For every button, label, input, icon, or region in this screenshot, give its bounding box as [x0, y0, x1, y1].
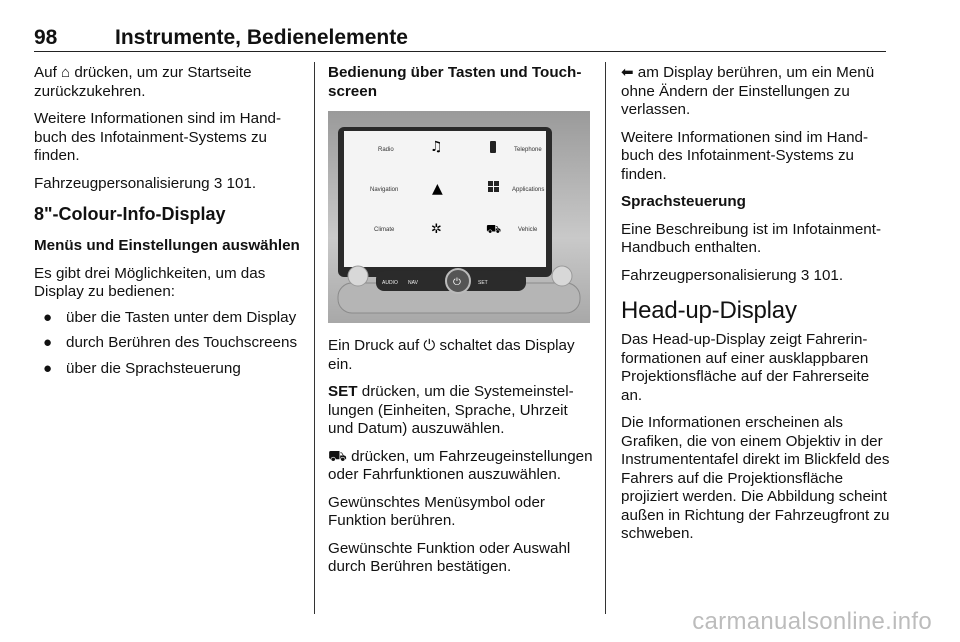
power-icon: ⏻ [423, 337, 436, 354]
controls-subheading: Bedienung über Tasten und Touchscreen [328, 64, 582, 100]
power-icon: ⏻ [453, 277, 461, 288]
menus-subheading: Menüs und Einstellungen auswählen [34, 237, 300, 254]
home-button[interactable] [348, 266, 368, 286]
screen-item-vehicle[interactable]: Vehicle [518, 227, 538, 233]
page-number: 98 [34, 26, 58, 49]
info-paragraph: Weitere Informationen sind im Handbuch des Infotainment-Systems zu finden. [34, 110, 282, 164]
screen-item-navigation[interactable]: Navigation [370, 187, 399, 193]
back-paragraph: ⬅ am Display berühren, um ein Menü ohne Ändern der Einstellungen zu verlassen. [621, 64, 875, 118]
bullet-icon: ● [43, 359, 53, 377]
confirm-paragraph: Gewünschte Funktion oder Auswahl durch Berühren bestätigen. [328, 539, 571, 575]
bullet-icon: ● [43, 308, 53, 326]
voice-paragraph: Eine Beschreibung ist im Infotainment-Handbuch enthalten. [621, 220, 882, 256]
back-arrow-icon: ⬅ [621, 64, 634, 81]
personalisation-ref: Fahrzeugpersonalisierung 3 101. [621, 266, 844, 284]
info-paragraph: Weitere Informationen sind im Handbuch des Infotainment-Systems zu finden. [621, 128, 869, 183]
list-item: ● über die Sprachsteuerung [43, 359, 241, 377]
options-list [34, 309, 300, 379]
apps-icon [488, 181, 493, 186]
infotainment-display-photo [328, 111, 590, 323]
back-button[interactable] [552, 266, 572, 286]
climate-icon: ✲ [431, 222, 442, 237]
nav-button[interactable]: NAV [408, 280, 418, 286]
hud-paragraph-2: Die Informationen erscheinen als Grafiken, die von einem Objektiv in der Instrumententafel direkt im Blickfeld des Fahrers auf die Projektionsfläche projiziert werden. Die Abbildung scheint außen in Richtung der Fahrzeugfront zu schweben. [621, 414, 890, 542]
hud-heading: Head-up-Display [621, 297, 797, 324]
power-paragraph: Ein Druck auf ⏻ schaltet das Display ein. [328, 337, 575, 373]
bullet-icon: ● [43, 334, 53, 351]
set-button[interactable]: SET [478, 280, 488, 286]
display-heading: 8"-Colour-Info-Display [34, 204, 226, 224]
navigation-icon: ▲ [432, 181, 443, 197]
header-rule [34, 51, 886, 52]
set-paragraph: SET drücken, um die Systemeinstellungen (Einheiten, Sprache, Uhrzeit und Datum) auszuwählen. [328, 383, 574, 437]
home-paragraph: Auf ⌂ drücken, um zur Startseite zurückzukehren. [34, 64, 252, 100]
audio-button[interactable]: AUDIO [382, 280, 398, 286]
home-icon: ⌂ [61, 64, 71, 81]
list-item: ● über die Tasten unter dem Display [43, 308, 297, 326]
column-3 [621, 64, 891, 553]
voice-subheading: Sprachsteuerung [621, 193, 746, 210]
column-divider-1 [314, 62, 315, 614]
page-ref-icon: 3 [213, 174, 223, 192]
screen-item-applications[interactable]: Applications [512, 187, 545, 193]
hud-paragraph-1: Das Head-up-Display zeigt Fahrerinformationen auf einer ausklappbaren Projektionsfläche auf der Fahrerseite an. [621, 331, 870, 404]
list-item: ● durch Berühren des Touchscreens [43, 334, 298, 351]
vehicle-icon: ⛟ [328, 447, 347, 465]
vehicle-icon: ⛟ [486, 222, 502, 236]
select-icon-paragraph: Gewünschtes Menüsymbol oder Funktion berühren. [328, 493, 545, 529]
music-icon: ♫ [430, 139, 443, 155]
phone-icon [490, 141, 496, 153]
screen-item-radio[interactable]: Radio [378, 147, 394, 153]
column-divider-2 [605, 62, 606, 614]
personalisation-ref: Fahrzeugpersonalisierung 3 101. [34, 174, 257, 192]
watermark: carmanualsonline.info [692, 608, 932, 635]
options-paragraph: Es gibt drei Möglichkeiten, um das Display zu bedienen: [34, 264, 266, 300]
screen-item-climate[interactable]: Climate [374, 227, 395, 233]
screen-item-telephone[interactable]: Telephone [514, 147, 542, 153]
page-title: Instrumente, Bedienelemente [115, 26, 408, 49]
column-1 [34, 64, 300, 385]
vehicle-paragraph: ⛟ drücken, um Fahrzeugeinstellungen oder Fahrfunktionen auszuwählen. [328, 447, 593, 483]
page-ref-icon: 3 [800, 266, 810, 284]
column-2 [328, 64, 594, 586]
